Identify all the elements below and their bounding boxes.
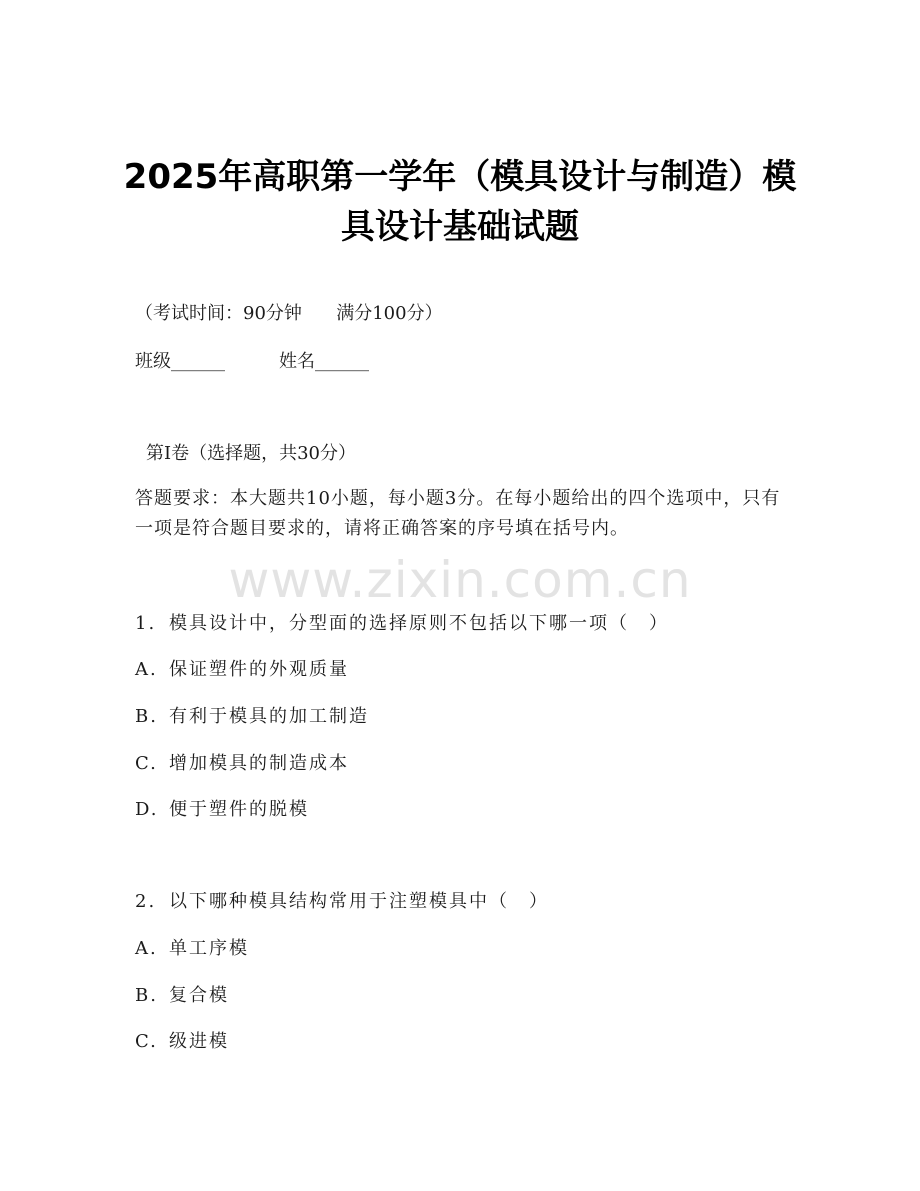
watermark: www.zixin.com.cn xyxy=(228,551,692,609)
question-text: 以下哪种模具结构常用于注塑模具中（ ） xyxy=(169,891,549,912)
name-field: 姓名______ xyxy=(279,351,369,372)
exam-info: （考试时间：90分钟 满分100分） xyxy=(135,303,443,324)
student-info-row xyxy=(135,350,369,374)
option-1d xyxy=(135,798,309,822)
option-letter: A. xyxy=(135,659,158,680)
option-1c xyxy=(135,752,349,776)
option-2b xyxy=(135,984,229,1008)
question-number: 1. xyxy=(135,613,157,634)
instructions: 答题要求：本大题共10小题，每小题3分。在每小题给出的四个选项中，只有一项是符合题目要求的，请将正确答案的序号填在括号内。 xyxy=(135,488,781,539)
option-2a xyxy=(135,937,249,961)
document-title-line-2: 具设计基础试题 xyxy=(341,207,579,247)
option-text: 增加模具的制造成本 xyxy=(169,753,349,774)
option-letter: B. xyxy=(135,706,158,727)
option-text: 复合模 xyxy=(169,985,229,1006)
option-letter: B. xyxy=(135,985,158,1006)
section-heading: 第I卷（选择题，共30分） xyxy=(146,443,357,464)
option-2c xyxy=(135,1030,229,1054)
option-text: 保证塑件的外观质量 xyxy=(169,659,349,680)
option-text: 单工序模 xyxy=(169,938,249,959)
class-field: 班级______ xyxy=(135,351,225,372)
option-text: 有利于模具的加工制造 xyxy=(169,706,369,727)
option-1b xyxy=(135,705,369,729)
option-1a xyxy=(135,658,349,682)
option-letter: D. xyxy=(135,799,159,820)
question-1 xyxy=(135,612,669,636)
option-letter: A. xyxy=(135,938,158,959)
question-number: 2. xyxy=(135,891,157,912)
option-letter: C. xyxy=(135,753,158,774)
option-letter: C. xyxy=(135,1031,158,1052)
option-text: 便于塑件的脱模 xyxy=(169,799,309,820)
question-text: 模具设计中，分型面的选择原则不包括以下哪一项（ ） xyxy=(169,613,669,634)
question-2 xyxy=(135,890,549,914)
option-text: 级进模 xyxy=(169,1031,229,1052)
document-title-line-1: 2025年高职第一学年（模具设计与制造）模 xyxy=(123,157,797,197)
